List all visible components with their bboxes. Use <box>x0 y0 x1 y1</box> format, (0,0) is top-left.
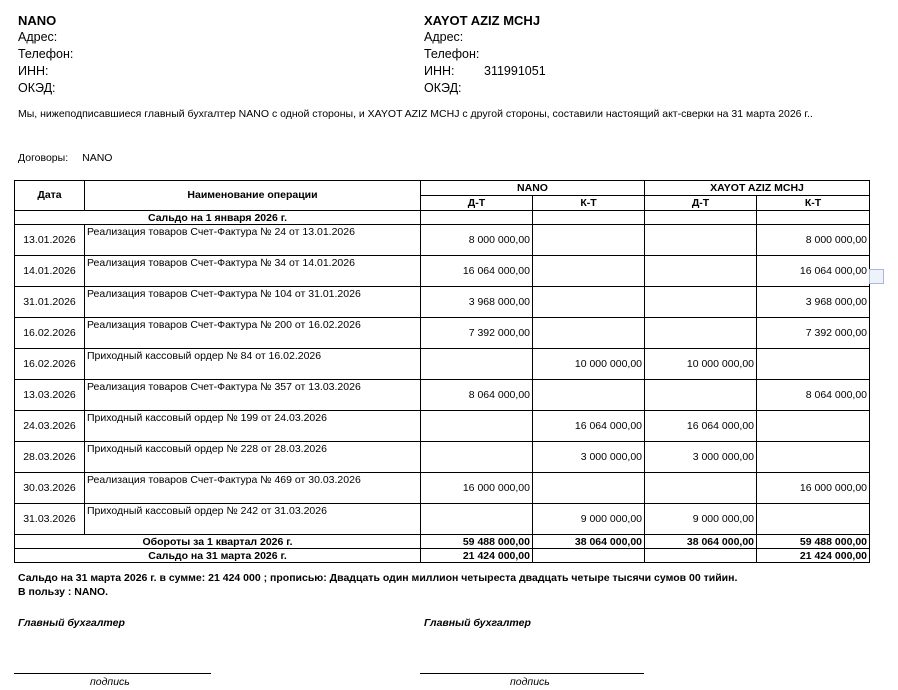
summary-block <box>18 571 737 599</box>
party-right-name: XAYOT AZIZ MCHJ <box>424 13 541 28</box>
contracts-value: NANO <box>82 152 113 164</box>
table-row: 14.01.2026 Реализация товаров Счет-Фактура № 34 от 14.01.2026 16 064 000,00 16 064 000,00 <box>15 256 870 287</box>
party-left-block <box>18 12 78 97</box>
reconciliation-table <box>14 180 870 563</box>
opening-balance-row <box>15 211 870 225</box>
party-left-address: Адрес: <box>18 30 58 44</box>
party-left-phone: Телефон: <box>18 47 74 61</box>
signature-left-title: Главный бухгалтер <box>18 617 125 629</box>
table-row: 24.03.2026 Приходный кассовый ордер № 199 от 24.03.2026 16 064 000,00 16 064 000,00 <box>15 411 870 442</box>
signature-right-caption: подпись <box>510 676 550 688</box>
party-right-phone: Телефон: <box>424 47 480 61</box>
opening-balance-label: Сальдо на 1 января 2026 г. <box>15 211 421 225</box>
table-row: 16.02.2026 Приходный кассовый ордер № 84 от 16.02.2026 10 000 000,00 10 000 000,00 <box>15 349 870 380</box>
contracts-label: Договоры: <box>18 152 69 164</box>
col-header-right-credit: К-Т <box>757 196 870 211</box>
signature-left-caption: подпись <box>90 676 130 688</box>
turnover-row: Обороты за 1 квартал 2026 г. 59 488 000,00 38 064 000,00 38 064 000,00 59 488 000,00 <box>15 535 870 549</box>
party-left-name: NANO <box>18 13 57 28</box>
col-header-right-debit: Д-Т <box>645 196 757 211</box>
party-right-oked: ОКЭД: <box>424 81 462 95</box>
table-row: 16.02.2026 Реализация товаров Счет-Фактура № 200 от 16.02.2026 7 392 000,00 7 392 000,00 <box>15 318 870 349</box>
cell-selection-marker[interactable] <box>869 269 884 284</box>
col-header-operation: Наименование операции <box>85 181 421 211</box>
summary-favor-line: В пользу : NANO. <box>18 586 109 598</box>
table-row: 31.03.2026 Приходный кассовый ордер № 242 от 31.03.2026 9 000 000,00 9 000 000,00 <box>15 504 870 535</box>
group-header-left: NANO <box>421 181 645 196</box>
intro-text: Мы, нижеподписавшиеся главный бухгалтер NANO с одной стороны, и XAYOT AZIZ MCHJ с другой стороны, составили настоящий акт-сверки на 31 марта 2026 г.. <box>18 108 813 120</box>
table-row: 28.03.2026 Приходный кассовый ордер № 228 от 28.03.2026 3 000 000,00 3 000 000,00 <box>15 442 870 473</box>
contracts-line <box>18 152 112 164</box>
party-left-oked: ОКЭД: <box>18 81 56 95</box>
signature-left-line <box>14 673 211 674</box>
party-right-address: Адрес: <box>424 30 464 44</box>
turnover-label: Обороты за 1 квартал 2026 г. <box>15 535 421 549</box>
col-header-left-debit: Д-Т <box>421 196 533 211</box>
summary-balance-line: Сальдо на 31 марта 2026 г. в сумме: 21 424 000 ; прописью: Двадцать один миллион четыреста двадцать четыре тысячи сумов 00 тийин. <box>18 572 738 584</box>
col-header-date: Дата <box>15 181 85 211</box>
closing-balance-label: Сальдо на 31 марта 2026 г. <box>15 549 421 563</box>
party-right-block <box>424 12 546 97</box>
table-row: 30.03.2026 Реализация товаров Счет-Фактура № 469 от 30.03.2026 16 000 000,00 16 000 000,00 <box>15 473 870 504</box>
col-header-left-credit: К-Т <box>533 196 645 211</box>
party-right-inn: ИНН: 311991051 <box>424 64 546 78</box>
table-row: 31.01.2026 Реализация товаров Счет-Фактура № 104 от 31.01.2026 3 968 000,00 3 968 000,00 <box>15 287 870 318</box>
table-header-row <box>15 181 870 196</box>
table-row: 13.01.2026 Реализация товаров Счет-Фактура № 24 от 13.01.2026 8 000 000,00 8 000 000,00 <box>15 225 870 256</box>
signature-right-line <box>420 673 644 674</box>
signature-right-title: Главный бухгалтер <box>424 617 531 629</box>
closing-balance-row: Сальдо на 31 марта 2026 г. 21 424 000,00 21 424 000,00 <box>15 549 870 563</box>
group-header-right: XAYOT AZIZ MCHJ <box>645 181 870 196</box>
party-left-inn: ИНН: <box>18 64 49 78</box>
table-row: 13.03.2026 Реализация товаров Счет-Фактура № 357 от 13.03.2026 8 064 000,00 8 064 000,00 <box>15 380 870 411</box>
